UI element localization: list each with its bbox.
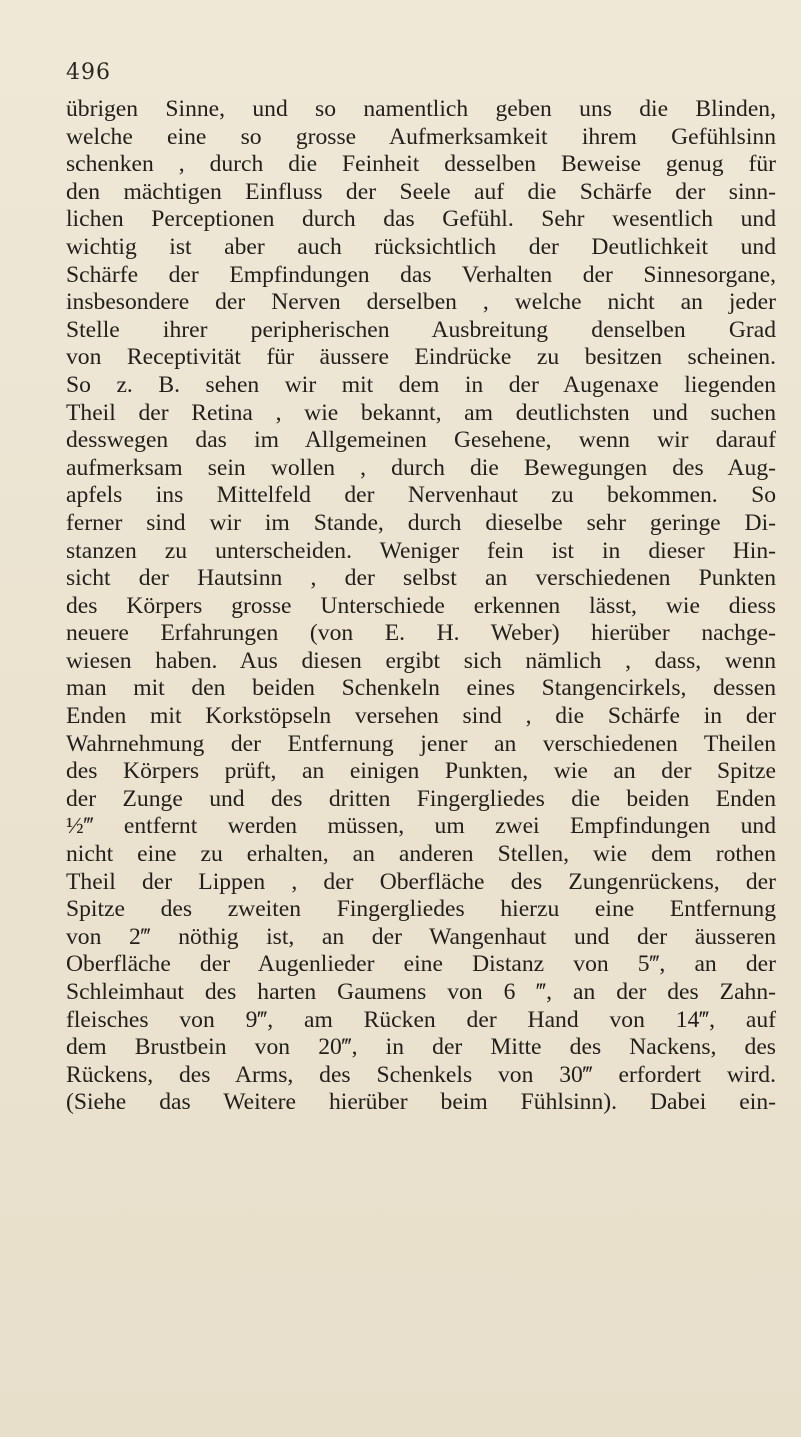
text-line: apfels ins Mittelfeld der Nervenhaut zu bekommen. So: [66, 482, 776, 509]
text-line: von 2‴ nöthig ist, an der Wangenhaut und der äusseren: [66, 923, 776, 950]
text-line: desswegen das im Allgemeinen Gesehene, wenn wir darauf: [66, 427, 776, 454]
text-line: wichtig ist aber auch rücksichtlich der Deutlichkeit und: [66, 233, 776, 260]
text-line: lichen Perceptionen durch das Gefühl. Sehr wesentlich und: [66, 206, 776, 233]
text-line: Oberfläche der Augenlieder eine Distanz von 5‴, an der: [66, 951, 776, 978]
text-line: aufmerksam sein wollen , durch die Bewegungen des Aug-: [66, 454, 776, 481]
text-line: ferner sind wir im Stande, durch dieselbe sehr geringe Di-: [66, 509, 776, 536]
text-line: dem Brustbein von 20‴, in der Mitte des Nackens, des: [66, 1034, 776, 1061]
text-line: stanzen zu unterscheiden. Weniger fein ist in dieser Hin-: [66, 537, 776, 564]
text-line: (Siehe das Weitere hierüber beim Fühlsinn). Dabei ein-: [66, 1089, 776, 1116]
text-line: wiesen haben. Aus diesen ergibt sich nämlich , dass, wenn: [66, 647, 776, 674]
text-line: Schleimhaut des harten Gaumens von 6 ‴, an der des Zahn-: [66, 979, 776, 1005]
text-line: Spitze des zweiten Fingergliedes hierzu eine Entfernung: [66, 896, 776, 923]
text-line: insbesondere der Nerven derselben , welche nicht an jeder: [66, 289, 776, 316]
text-line: des Körpers grosse Unterschiede erkennen lässt, wie diess: [66, 592, 776, 619]
text-line: neuere Erfahrungen (von E. H. Weber) hierüber nachge-: [66, 620, 776, 647]
text-line: ½‴ entfernt werden müssen, um zwei Empfindungen und: [66, 813, 776, 840]
text-line: schenken , durch die Feinheit desselben Beweise genug für: [66, 151, 776, 178]
text-line: nicht eine zu erhalten, an anderen Stellen, wie dem rothen: [66, 841, 776, 868]
page-number: 496: [66, 60, 111, 85]
text-line: Rückens, des Arms, des Schenkels von 30‴ erfordert wird.: [66, 1061, 776, 1088]
text-line: sicht der Hautsinn , der selbst an verschiedenen Punkten: [66, 565, 776, 592]
text-line: des Körpers prüft, an einigen Punkten, wie an der Spitze: [66, 758, 776, 785]
text-line: man mit den beiden Schenkeln eines Stangencirkels, dessen: [66, 675, 776, 702]
text-line: fleisches von 9‴, am Rücken der Hand von 14‴, auf: [66, 1006, 776, 1033]
text-line: Schärfe der Empfindungen das Verhalten der Sinnesorgane,: [66, 261, 776, 288]
text-line: Theil der Retina , wie bekannt, am deutlichsten und suchen: [66, 399, 776, 426]
text-line: Theil der Lippen , der Oberfläche des Zungenrückens, der: [66, 868, 776, 895]
text-line: übrigen Sinne, und so namentlich geben uns die Blinden,: [66, 96, 776, 122]
text-line: Enden mit Korkstöpseln versehen sind , die Schärfe in der: [66, 703, 776, 730]
text-line: So z. B. sehen wir mit dem in der Augenaxe liegenden: [66, 371, 776, 398]
text-line: den mächtigen Einfluss der Seele auf die Schärfe der sinn-: [66, 178, 776, 205]
body-text: [66, 96, 776, 1117]
text-line: von Receptivität für äussere Eindrücke zu besitzen scheinen.: [66, 344, 776, 371]
text-line: der Zunge und des dritten Fingergliedes die beiden Enden: [66, 785, 776, 812]
text-line: Wahrnehmung der Entfernung jener an verschiedenen Theilen: [66, 730, 776, 757]
text-line: welche eine so grosse Aufmerksamkeit ihrem Gefühlsinn: [66, 123, 776, 150]
text-line: Stelle ihrer peripherischen Ausbreitung denselben Grad: [66, 316, 776, 343]
